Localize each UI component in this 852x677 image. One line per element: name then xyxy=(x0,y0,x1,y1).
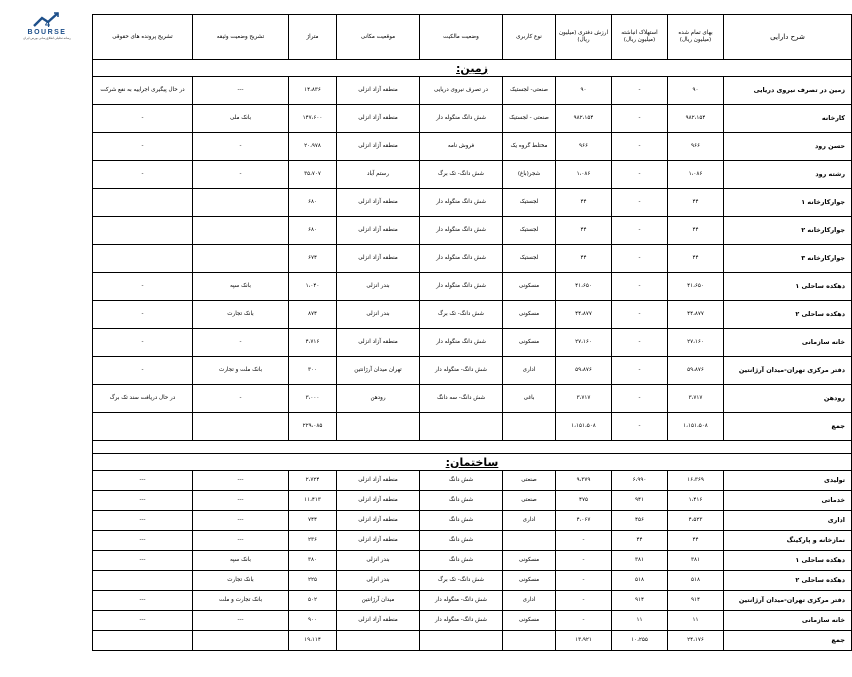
table-cell: شش دانگ xyxy=(420,511,503,531)
table-cell: - xyxy=(612,133,668,161)
land-row xyxy=(93,273,852,301)
building-row xyxy=(93,531,852,551)
table-cell: - xyxy=(612,357,668,385)
logo-title: BOURSE xyxy=(27,29,67,36)
header-cell: شرح دارایی xyxy=(724,15,852,60)
svg-text:4: 4 xyxy=(45,19,51,29)
asset-name-cell: دهکده ساحلی ۱ xyxy=(724,273,852,301)
table-cell: ۴۷۵ xyxy=(556,491,612,511)
table-cell: - xyxy=(556,531,612,551)
table-cell: منطقه آزاد انزلی xyxy=(337,189,420,217)
table-cell xyxy=(193,631,289,651)
table-cell: مسکونی xyxy=(503,273,556,301)
asset-name-cell: جوارکارخانه ۳ xyxy=(724,245,852,273)
table-cell: صنعتی - لجستیک xyxy=(503,105,556,133)
header-cell: تشریح وضعیت وثیقه xyxy=(193,15,289,60)
table-cell xyxy=(93,245,193,273)
land-row xyxy=(93,105,852,133)
table-cell: ۲۲۵ xyxy=(289,571,337,591)
table-cell: ۱،۱۵۱،۵۰۸ xyxy=(668,413,724,441)
header-cell: نوع کاربری xyxy=(503,15,556,60)
asset-name-cell: دهکده ساحلی ۱ xyxy=(724,551,852,571)
table-cell: ۳،۷۱۷ xyxy=(668,385,724,413)
table-cell: ۴،۵۲۳ xyxy=(668,511,724,531)
table-cell: - xyxy=(556,591,612,611)
asset-name-cell: کارخانه xyxy=(724,105,852,133)
table-cell: ۵۰۲ xyxy=(289,591,337,611)
table-cell: ۱،۰۸۶ xyxy=(556,161,612,189)
table-cell: منطقه آزاد انزلی xyxy=(337,105,420,133)
land-row xyxy=(93,217,852,245)
table-cell xyxy=(337,413,420,441)
table-cell: - xyxy=(612,329,668,357)
table-cell: - xyxy=(193,385,289,413)
table-cell xyxy=(93,189,193,217)
table-cell: شش دانگ- تک برگ xyxy=(420,301,503,329)
table-cell: - xyxy=(612,245,668,273)
table-cell: ۹۱۴ xyxy=(668,591,724,611)
table-cell: ۴۴ xyxy=(668,217,724,245)
table-cell: مسکونی xyxy=(503,329,556,357)
table-cell xyxy=(93,217,193,245)
table-cell: شش دانگ منگوله دار xyxy=(420,245,503,273)
table-cell: صنعتی xyxy=(503,471,556,491)
logo-subtitle: رسانه تحلیلی اطلاع‌رسانی بورس ایران xyxy=(23,36,71,40)
table-cell: - xyxy=(93,133,193,161)
land-row xyxy=(93,245,852,273)
table-cell: --- xyxy=(193,531,289,551)
table-cell: در حال دریافت سند تک برگ xyxy=(93,385,193,413)
asset-name-cell: زمین در تصرف نیروی دریایی xyxy=(724,77,852,105)
table-cell: ۹۸۲،۱۵۴ xyxy=(556,105,612,133)
table-header xyxy=(93,15,852,60)
table-cell: ۹۰ xyxy=(556,77,612,105)
table-cell: ۹۶۶ xyxy=(668,133,724,161)
table-cell: منطقه آزاد انزلی xyxy=(337,531,420,551)
asset-name-cell: رودهن xyxy=(724,385,852,413)
table-cell: لجستیک xyxy=(503,245,556,273)
table-cell: ۴۴ xyxy=(668,189,724,217)
table-cell: - xyxy=(612,105,668,133)
table-cell: بانک تجارت و ملت xyxy=(193,591,289,611)
table-cell: ۳۸۱ xyxy=(668,551,724,571)
table-cell: ۴۴ xyxy=(556,217,612,245)
spacer-row xyxy=(93,441,852,454)
assets-table xyxy=(92,14,852,651)
table-cell: --- xyxy=(93,511,193,531)
land-section-title: زمین: xyxy=(93,60,852,77)
header-cell: متراژ xyxy=(289,15,337,60)
table-cell: --- xyxy=(193,77,289,105)
table-cell: اداری xyxy=(503,591,556,611)
table-cell xyxy=(503,413,556,441)
table-cell: - xyxy=(93,105,193,133)
table-cell: ۵۹،۸۷۶ xyxy=(556,357,612,385)
table-cell: مسکونی xyxy=(503,611,556,631)
table-cell: ۲۳۶ xyxy=(289,531,337,551)
asset-name-cell: تولیدی xyxy=(724,471,852,491)
header-row xyxy=(93,15,852,60)
table-cell: --- xyxy=(193,471,289,491)
table-cell: بندر انزلی xyxy=(337,301,420,329)
table-cell xyxy=(420,413,503,441)
table-cell: ۹۰۰ xyxy=(289,611,337,631)
table-cell: ۱،۰۴۰ xyxy=(289,273,337,301)
asset-name-cell: خانه سازمانی xyxy=(724,611,852,631)
land-total-row xyxy=(93,413,852,441)
table-cell: منطقه آزاد انزلی xyxy=(337,511,420,531)
table-cell: بانک تجارت xyxy=(193,571,289,591)
table-cell: شش دانگ- سه دانگ xyxy=(420,385,503,413)
table-cell: در حال پیگیری اجراییه به نفع شرکت xyxy=(93,77,193,105)
table-cell: ۲۴،۱۷۶ xyxy=(668,631,724,651)
table-cell: منطقه آزاد انزلی xyxy=(337,611,420,631)
land-row xyxy=(93,161,852,189)
table-cell: ۹۱۴ xyxy=(612,591,668,611)
table-cell: بندر انزلی xyxy=(337,551,420,571)
table-cell xyxy=(193,217,289,245)
table-cell: ۲۷،۱۶۰ xyxy=(556,329,612,357)
land-row xyxy=(93,189,852,217)
table-cell xyxy=(337,631,420,651)
asset-name-cell: اداری xyxy=(724,511,852,531)
table-cell: ۳۸۰ xyxy=(289,551,337,571)
table-cell xyxy=(93,413,193,441)
table-cell: شش دانگ منگوله دار xyxy=(420,105,503,133)
table-cell: - xyxy=(556,551,612,571)
table-cell: شش دانگ منگوله دار xyxy=(420,189,503,217)
table-cell: - xyxy=(193,329,289,357)
bourse-logo xyxy=(12,10,82,42)
table-cell: ۱۱ xyxy=(668,611,724,631)
table-cell: ۴۵۶ xyxy=(612,511,668,531)
land-section-row xyxy=(93,60,852,77)
table-cell: شش دانگ- تک برگ xyxy=(420,161,503,189)
table-cell: ۱۳،۹۲۱ xyxy=(556,631,612,651)
table-cell: مسکونی xyxy=(503,551,556,571)
land-row xyxy=(93,133,852,161)
table-cell: شش دانگ منگوله دار xyxy=(420,217,503,245)
table-cell: ۹۴۱ xyxy=(612,491,668,511)
table-cell: - xyxy=(556,611,612,631)
table-cell: --- xyxy=(93,591,193,611)
table-cell: باغی xyxy=(503,385,556,413)
asset-name-cell: دفتر مرکزی تهران-میدان آرژانتین xyxy=(724,357,852,385)
table-cell: - xyxy=(612,77,668,105)
asset-name-cell: دهکده ساحلی ۲ xyxy=(724,301,852,329)
table-body xyxy=(93,60,852,651)
asset-name-cell: جوارکارخانه ۱ xyxy=(724,189,852,217)
table-cell: شش دانگ- تک برگ xyxy=(420,571,503,591)
table-cell: ۶۸۰ xyxy=(289,189,337,217)
table-cell: شش دانگ xyxy=(420,471,503,491)
table-cell: --- xyxy=(93,551,193,571)
table-cell: بندر انزلی xyxy=(337,273,420,301)
table-cell: ۹۰ xyxy=(668,77,724,105)
table-cell: ۱۴،۸۳۶ xyxy=(289,77,337,105)
logo-mark-icon xyxy=(12,10,82,30)
table-cell: --- xyxy=(193,611,289,631)
table-cell: ۱۰،۲۵۵ xyxy=(612,631,668,651)
table-cell: ۵۹،۸۷۶ xyxy=(668,357,724,385)
table-cell: شش دانگ xyxy=(420,491,503,511)
table-cell: - xyxy=(612,189,668,217)
table-cell: فروش نامه xyxy=(420,133,503,161)
table-cell: ۱۱،۴۱۳ xyxy=(289,491,337,511)
building-row xyxy=(93,491,852,511)
table-cell: - xyxy=(193,133,289,161)
asset-name-cell: نمازخانه و پارکینگ xyxy=(724,531,852,551)
table-cell: ۱،۴۱۶ xyxy=(668,491,724,511)
land-row xyxy=(93,301,852,329)
header-cell: ارزش دفتری (میلیون ریال) xyxy=(556,15,612,60)
header-cell: موقعیت مکانی xyxy=(337,15,420,60)
table-cell: رستم آباد xyxy=(337,161,420,189)
table-cell: ۱۴۷،۶۰۰ xyxy=(289,105,337,133)
table-cell: شش دانگ xyxy=(420,531,503,551)
table-cell: ۳۸۱ xyxy=(612,551,668,571)
table-cell: شش دانگ منگوله دار xyxy=(420,329,503,357)
table-cell xyxy=(193,413,289,441)
table-cell: مسکونی xyxy=(503,301,556,329)
table-cell: - xyxy=(612,273,668,301)
table-cell: ۲۲۹،۰۸۵ xyxy=(289,413,337,441)
table-cell: ۸۷۴ xyxy=(289,301,337,329)
building-section-title: ساختمان: xyxy=(93,454,852,471)
table-cell: شجر(باغ) xyxy=(503,161,556,189)
header-cell: بهای تمام شده (میلیون ریال) xyxy=(668,15,724,60)
table-cell: ۶۷۴ xyxy=(289,245,337,273)
building-total-row xyxy=(93,631,852,651)
spacer-cell xyxy=(93,441,852,454)
asset-name-cell: جمع xyxy=(724,413,852,441)
table-cell xyxy=(193,189,289,217)
table-cell: - xyxy=(93,329,193,357)
table-cell: ۲۷،۱۶۰ xyxy=(668,329,724,357)
table-cell: ۳،۰۰۰ xyxy=(289,385,337,413)
table-cell: ۳۰۰ xyxy=(289,357,337,385)
building-row xyxy=(93,591,852,611)
table-cell: شش دانگ xyxy=(420,551,503,571)
table-cell: تهران میدان آرژانتین xyxy=(337,357,420,385)
table-cell: ۴،۷۱۶ xyxy=(289,329,337,357)
asset-name-cell: جمع xyxy=(724,631,852,651)
land-row xyxy=(93,357,852,385)
table-cell: --- xyxy=(93,611,193,631)
building-row xyxy=(93,471,852,491)
table-cell: منطقه آزاد انزلی xyxy=(337,77,420,105)
table-cell: - xyxy=(612,385,668,413)
land-row xyxy=(93,385,852,413)
table-cell xyxy=(420,631,503,651)
table-cell: ۱۱ xyxy=(612,611,668,631)
table-cell: ۴۴ xyxy=(556,189,612,217)
building-row xyxy=(93,571,852,591)
table-cell: ۱،۱۵۱،۵۰۸ xyxy=(556,413,612,441)
table-cell: - xyxy=(193,161,289,189)
land-row xyxy=(93,329,852,357)
table-cell: ۴،۰۶۷ xyxy=(556,511,612,531)
table-cell xyxy=(503,531,556,551)
table-cell: بانک تجارت xyxy=(193,301,289,329)
table-cell: ۱،۰۸۶ xyxy=(668,161,724,189)
asset-name-cell: خدماتی xyxy=(724,491,852,511)
table-cell: صنعتی xyxy=(503,491,556,511)
table-cell: اداری xyxy=(503,357,556,385)
table-cell: ۷۴۴ xyxy=(289,511,337,531)
asset-name-cell: دهکده ساحلی ۲ xyxy=(724,571,852,591)
table-cell: ۴۴ xyxy=(668,245,724,273)
header-cell: استهلاک انباشته (میلیون ریال) xyxy=(612,15,668,60)
table-cell: - xyxy=(93,161,193,189)
table-cell xyxy=(93,631,193,651)
table-cell: منطقه آزاد انزلی xyxy=(337,329,420,357)
table-cell: --- xyxy=(193,491,289,511)
table-cell: منطقه آزاد انزلی xyxy=(337,471,420,491)
table-cell: ۶،۹۹۰ xyxy=(612,471,668,491)
table-cell: --- xyxy=(93,531,193,551)
table-cell: بانک ملی xyxy=(193,105,289,133)
table-cell: ۴۴ xyxy=(668,531,724,551)
table-cell: ۲۰،۹۷۸ xyxy=(289,133,337,161)
table-cell: ۴۴ xyxy=(556,245,612,273)
building-row xyxy=(93,611,852,631)
table-cell: ۴۱،۶۵۰ xyxy=(556,273,612,301)
table-cell: ۴۴ xyxy=(612,531,668,551)
table-cell: بندر انزلی xyxy=(337,571,420,591)
table-cell: ۶۸۰ xyxy=(289,217,337,245)
building-section-row xyxy=(93,454,852,471)
table-cell: ۵۱۸ xyxy=(668,571,724,591)
table-cell: ۱۹،۱۱۴ xyxy=(289,631,337,651)
building-row xyxy=(93,511,852,531)
table-cell: صنعتی- لجستیک xyxy=(503,77,556,105)
building-row xyxy=(93,551,852,571)
table-cell: بانک سپه xyxy=(193,273,289,301)
table-cell: در تصرف نیروی دریایی xyxy=(420,77,503,105)
asset-name-cell: دفتر مرکزی تهران-میدان آرژانتین xyxy=(724,591,852,611)
table-cell: --- xyxy=(93,491,193,511)
header-cell: تشریح پرونده های حقوقی xyxy=(93,15,193,60)
table-cell: منطقه آزاد انزلی xyxy=(337,133,420,161)
table-cell: - xyxy=(612,301,668,329)
table-cell: منطقه آزاد انزلی xyxy=(337,245,420,273)
table-cell xyxy=(193,245,289,273)
table-cell: ۹،۳۷۹ xyxy=(556,471,612,491)
table-cell: --- xyxy=(93,471,193,491)
table-cell: - xyxy=(612,217,668,245)
asset-name-cell: حسن رود xyxy=(724,133,852,161)
table-cell: میدان آرژانتین xyxy=(337,591,420,611)
asset-name-cell: رشته رود xyxy=(724,161,852,189)
table-cell: ۳،۷۱۷ xyxy=(556,385,612,413)
table-cell xyxy=(503,631,556,651)
table-cell: شش دانگ منگوله دار xyxy=(420,273,503,301)
table-cell xyxy=(93,571,193,591)
table-cell: - xyxy=(93,357,193,385)
table-cell: شش دانگ- منگوله دار xyxy=(420,611,503,631)
table-cell: - xyxy=(93,273,193,301)
table-cell: ۴۴،۸۷۷ xyxy=(668,301,724,329)
table-cell: لجستیک xyxy=(503,217,556,245)
table-cell: مختلط گروه یک xyxy=(503,133,556,161)
table-cell: ۴۱،۶۵۰ xyxy=(668,273,724,301)
table-cell: --- xyxy=(193,511,289,531)
table-cell: منطقه آزاد انزلی xyxy=(337,491,420,511)
table-cell: - xyxy=(612,413,668,441)
table-cell: - xyxy=(93,301,193,329)
table-cell: ۲،۷۲۴ xyxy=(289,471,337,491)
table-cell: ۹۶۶ xyxy=(556,133,612,161)
table-cell: ۴۴،۸۷۷ xyxy=(556,301,612,329)
land-row xyxy=(93,77,852,105)
table-cell: رودهن xyxy=(337,385,420,413)
table-cell: ۹۸۲،۱۵۴ xyxy=(668,105,724,133)
table-cell: ۳۵،۷۰۷ xyxy=(289,161,337,189)
table-cell: شش دانگ- منگوله دار xyxy=(420,591,503,611)
header-cell: وضعیت مالکیت xyxy=(420,15,503,60)
table-cell: - xyxy=(556,571,612,591)
asset-name-cell: خانه سازمانی xyxy=(724,329,852,357)
table-cell: ۵۱۸ xyxy=(612,571,668,591)
table-cell: بانک سپه xyxy=(193,551,289,571)
table-cell: بانک ملت و تجارت xyxy=(193,357,289,385)
table-cell: ۱۶،۳۶۹ xyxy=(668,471,724,491)
table-cell: - xyxy=(612,161,668,189)
asset-name-cell: جوارکارخانه ۲ xyxy=(724,217,852,245)
table-cell: لجستیک xyxy=(503,189,556,217)
table-cell: مسکونی xyxy=(503,571,556,591)
table-cell: منطقه آزاد انزلی xyxy=(337,217,420,245)
table-cell: شش دانگ- منگوله دار xyxy=(420,357,503,385)
table-cell: اداری xyxy=(503,511,556,531)
